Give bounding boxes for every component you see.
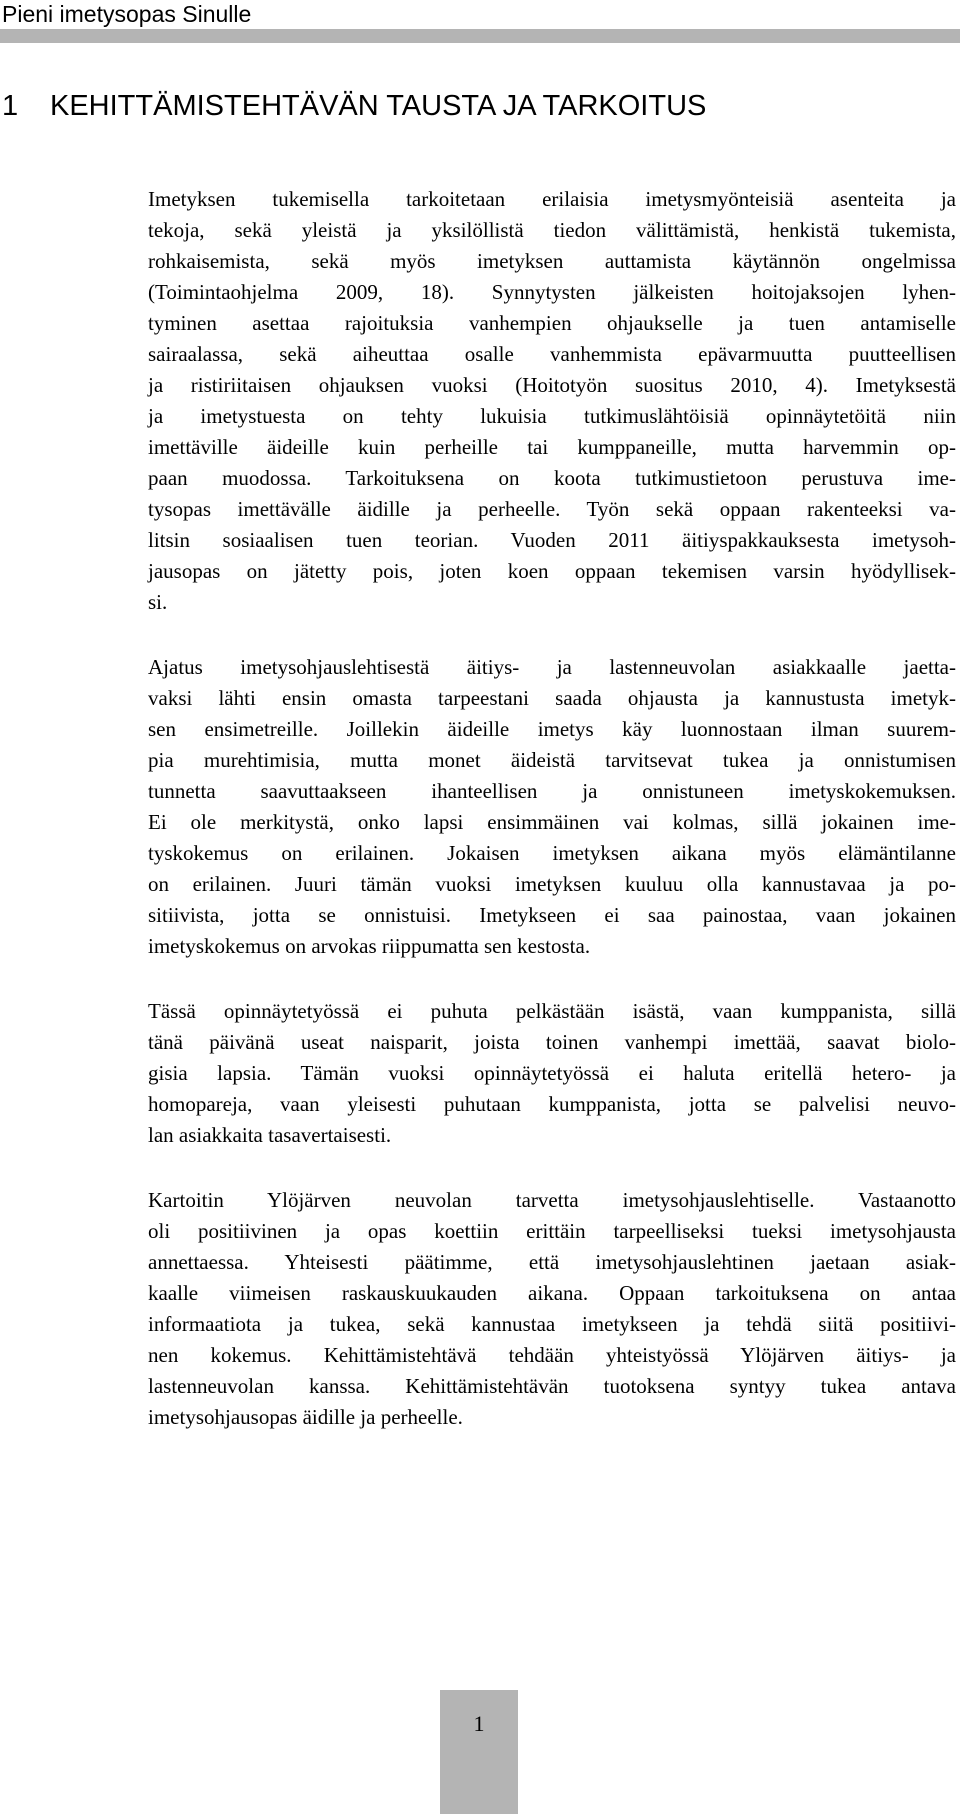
chapter-number: 1	[2, 90, 19, 122]
text-line: tyminen asettaa rajoituksia vanhempien ohjaukselle ja tuen antamiselle	[148, 311, 956, 335]
chapter-title: KEHITTÄMISTEHTÄVÄN TAUSTA JA TARKOITUS	[50, 90, 707, 122]
text-line: lan asiakkaita tasavertaisesti.	[148, 1123, 392, 1147]
text-line: lastenneuvolan kanssa. Kehittämistehtävän tuotoksena syntyy tukea antava	[148, 1374, 956, 1398]
text-line: oli positiivinen ja opas koettiin erittäin tarpeelliseksi tueksi imetysohjausta	[148, 1219, 956, 1243]
text-line: homopareja, vaan yleisesti puhutaan kumppanista, jotta se palvelisi neuvo-	[148, 1092, 956, 1116]
text-line: pia murehtimisia, mutta monet äideistä tarvitsevat tukea ja onnistumisen	[148, 748, 956, 772]
paragraph-1	[148, 184, 956, 618]
text-line: paan muodossa. Tarkoituksena on koota tutkimustietoon perustuva ime-	[148, 466, 956, 490]
text-line: on erilainen. Juuri tämän vuoksi imetyksen kuuluu olla kannustavaa ja po-	[148, 872, 956, 896]
header-rule	[0, 29, 960, 43]
paragraph-4	[148, 1185, 956, 1433]
text-line: tänä päivänä useat naisparit, joista toinen vanhempi imettää, saavat biolo-	[148, 1030, 956, 1054]
page-number-box	[440, 1690, 518, 1814]
running-header-title: Pieni imetysopas Sinulle	[2, 1, 252, 27]
text-line: tekoja, sekä yleistä ja yksilöllistä tiedon välittämistä, henkistä tukemista,	[148, 218, 956, 242]
text-line: Imetyksen tukemisella tarkoitetaan erilaisia imetysmyönteisiä asenteita ja	[148, 187, 956, 211]
page-number: 1	[473, 1711, 485, 1736]
text-line: imetysohjausopas äidille ja perheelle.	[148, 1405, 463, 1429]
text-line: imetyskokemus on arvokas riippumatta sen kestosta.	[148, 934, 591, 958]
text-line: tunnetta saavuttaakseen ihanteellisen ja onnistuneen imetyskokemuksen.	[148, 779, 956, 803]
text-line: rohkaisemista, sekä myös imetyksen auttamista käytännön ongelmissa	[148, 249, 956, 273]
text-line: kaalle viimeisen raskauskuukauden aikana. Oppaan tarkoituksena on antaa	[148, 1281, 956, 1305]
text-line: vaksi lähti ensin omasta tarpeestani saada ohjausta ja kannustusta imetyk-	[148, 686, 956, 710]
text-line: (Toimintaohjelma 2009, 18). Synnytysten jälkeisten hoitojaksojen lyhen-	[148, 280, 956, 304]
paragraph-3	[148, 996, 956, 1151]
text-line: sitiivista, jotta se onnistuisi. Imetykseen ei saa painostaa, vaan jokainen	[148, 903, 956, 927]
text-line: tyskokemus on erilainen. Jokaisen imetyksen aikana myös elämäntilanne	[148, 841, 956, 865]
text-line: si.	[148, 590, 168, 614]
text-line: ja ristiriitaisen ohjauksen vuoksi (Hoitotyön suositus 2010, 4). Imetyksestä	[148, 373, 956, 397]
text-line: gisia lapsia. Tämän vuoksi opinnäytetyössä ei haluta eritellä hetero- ja	[148, 1061, 956, 1085]
text-line: Ajatus imetysohjauslehtisestä äitiys- ja lastenneuvolan asiakkaalle jaetta-	[148, 655, 956, 679]
text-line: Kartoitin Ylöjärven neuvolan tarvetta imetysohjauslehtiselle. Vastaanotto	[148, 1188, 956, 1212]
text-line: imettäville äideille kuin perheille tai kumppaneille, mutta harvemmin op-	[148, 435, 956, 459]
text-line: sairaalassa, sekä aiheuttaa osalle vanhemmista epävarmuutta puutteellisen	[148, 342, 956, 366]
text-line: jausopas on jätetty pois, joten koen oppaan tekemisen varsin hyödyllisek-	[148, 559, 956, 583]
body-text	[148, 184, 956, 1467]
text-line: nen kokemus. Kehittämistehtävä tehdään yhteistyössä Ylöjärven äitiys- ja	[148, 1343, 956, 1367]
paragraph-2	[148, 652, 956, 962]
text-line: litsin sosiaalisen tuen teorian. Vuoden 2011 äitiyspakkauksesta imetysoh-	[148, 528, 956, 552]
text-line: annettaessa. Yhteisesti päätimme, että imetysohjauslehtinen jaetaan asiak-	[148, 1250, 956, 1274]
text-line: informaatiota ja tukea, sekä kannustaa imetykseen ja tehdä siitä positiivi-	[148, 1312, 956, 1336]
text-line: tysopas imettävälle äidille ja perheelle. Työn sekä oppaan rakenteeksi va-	[148, 497, 956, 521]
text-line: Ei ole merkitystä, onko lapsi ensimmäinen vai kolmas, sillä jokainen ime-	[148, 810, 956, 834]
text-line: ja imetystuesta on tehty lukuisia tutkimuslähtöisiä opinnäytetöitä niin	[148, 404, 956, 428]
chapter-heading	[2, 88, 706, 124]
text-line: Tässä opinnäytetyössä ei puhuta pelkästään isästä, vaan kumppanista, sillä	[148, 999, 956, 1023]
text-line: sen ensimetreille. Joillekin äideille imetys käy luonnostaan ilman suurem-	[148, 717, 956, 741]
